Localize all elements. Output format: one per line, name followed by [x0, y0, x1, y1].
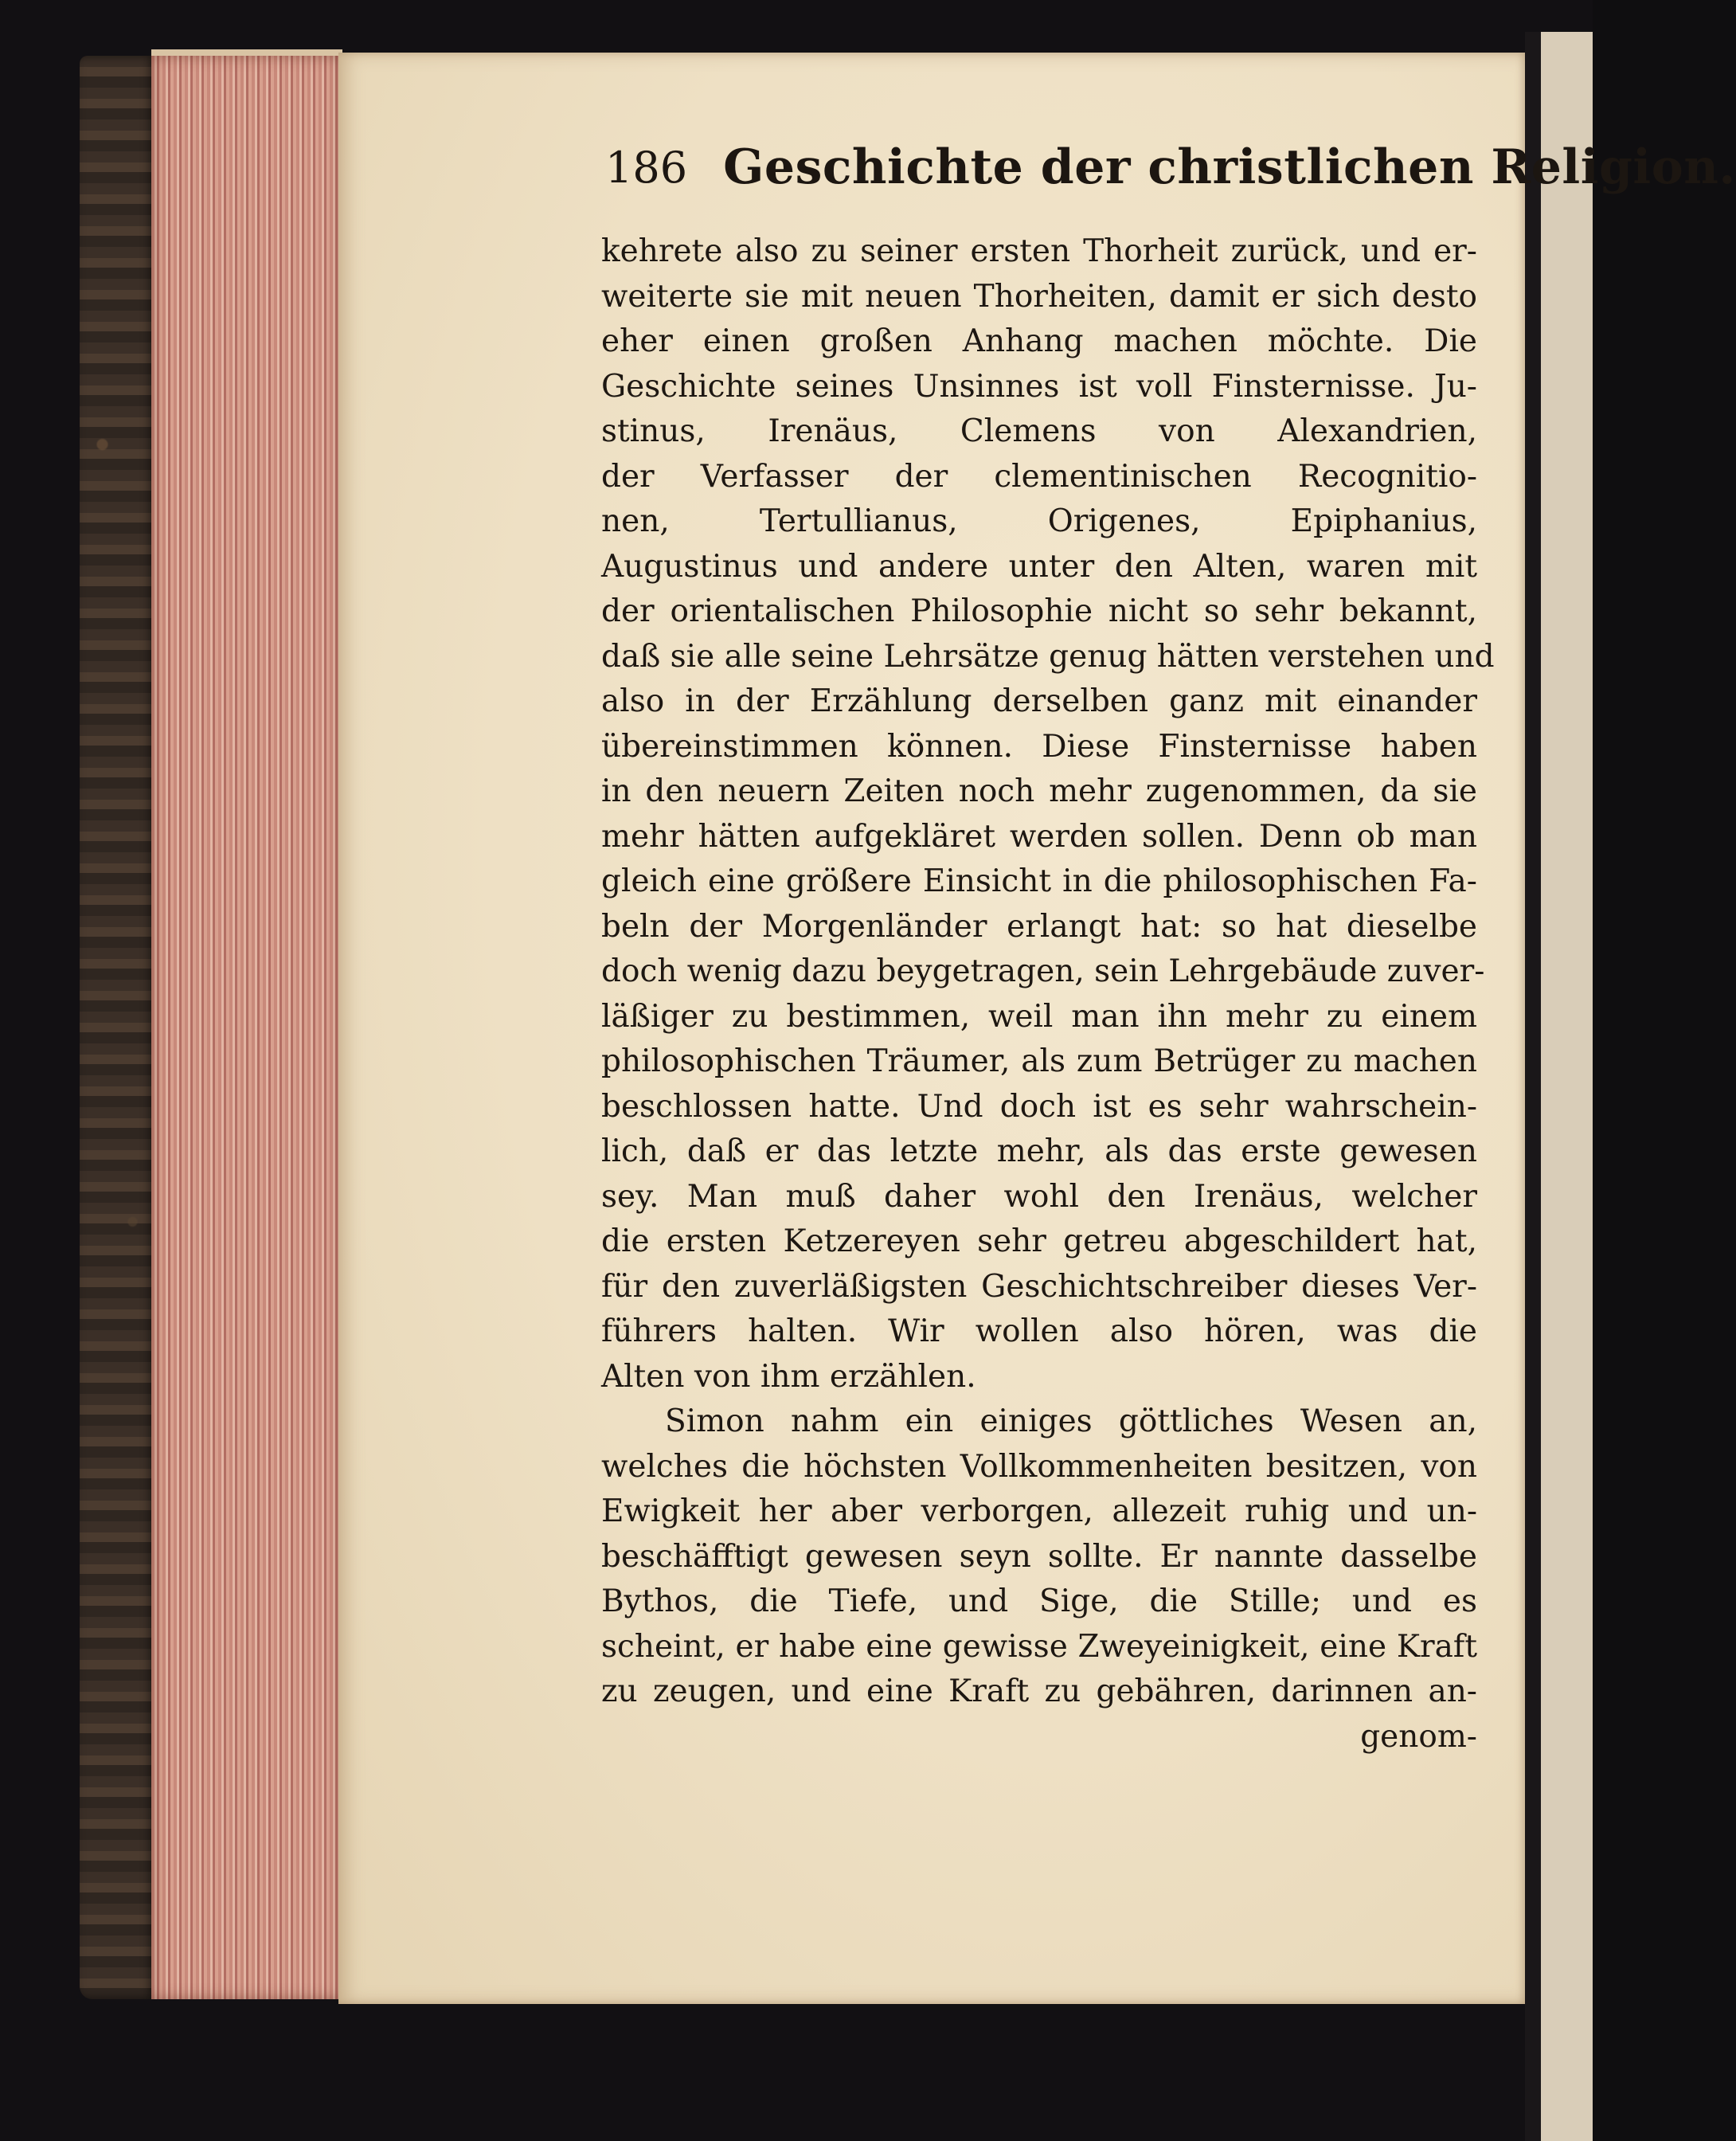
text-line: Bythos, die Tiefe, und Sige, die Stille; und es — [601, 1583, 1477, 1619]
text-line: beln der Morgenländer erlangt hat: so hat dieselbe — [601, 908, 1477, 945]
text-line: eher einen großen Anhang machen möchte. Die — [601, 323, 1477, 359]
text-line: mehr hätten aufgekläret werden sollen. Denn ob man — [601, 818, 1477, 855]
text-line: philosophischen Träumer, als zum Betrüger zu machen — [601, 1043, 1477, 1079]
text-line: die ersten Ketzereyen sehr getreu abgeschildert hat, — [601, 1223, 1477, 1259]
page-body — [601, 229, 1495, 1759]
text-line: sey. Man muß daher wohl den Irenäus, welcher — [601, 1178, 1477, 1215]
text-line: für den zuverläßigsten Geschichtschreiber dieses Ver- — [601, 1268, 1477, 1305]
text-line: daß sie alle seine Lehrsätze genug hätten verstehen und — [601, 638, 1495, 675]
text-line: der orientalischen Philosophie nicht so sehr bekannt, — [601, 593, 1477, 629]
text-line: zu zeugen, und eine Kraft zu gebähren, darinnen an- — [601, 1673, 1477, 1709]
text-line: welches die höchsten Vollkommenheiten besitzen, von — [601, 1448, 1477, 1485]
text-line: Ewigkeit her aber verborgen, allezeit ruhig und un- — [601, 1493, 1477, 1529]
text-line: also in der Erzählung derselben ganz mit einander — [601, 683, 1477, 719]
text-line: lich, daß er das letzte mehr, als das erste gewesen — [601, 1133, 1477, 1169]
text-line: der Verfasser der clementinischen Recognitio- — [601, 458, 1477, 495]
text-line: läßiger zu bestimmen, weil man ihn mehr zu einem — [601, 998, 1477, 1035]
text-line: scheint, er habe eine gewisse Zweyeinigkeit, eine Kraft — [601, 1628, 1477, 1665]
running-title: Geschichte der christlichen Religion. — [723, 139, 1736, 195]
running-header — [605, 139, 1736, 211]
page-number: 186 — [605, 142, 688, 193]
text-line: in den neuern Zeiten noch mehr zugenommen, da sie — [601, 773, 1477, 809]
text-line: weiterte sie mit neuen Thorheiten, damit er sich desto — [601, 278, 1477, 315]
text-line: beschäfftigt gewesen seyn sollte. Er nannte dasselbe — [601, 1538, 1477, 1575]
text-line: übereinstimmen können. Diese Finsternisse haben — [601, 728, 1477, 765]
text-line: gleich eine größere Einsicht in die philosophischen Fa- — [601, 863, 1477, 899]
text-line: Augustinus und andere unter den Alten, waren mit — [601, 548, 1477, 585]
text-line: kehrete also zu seiner ersten Thorheit zurück, und er- — [601, 233, 1477, 269]
text-line: doch wenig dazu beygetragen, sein Lehrgebäude zuver- — [601, 953, 1485, 989]
text-line: nen, Tertullianus, Origenes, Epiphanius, — [601, 503, 1477, 539]
catchword: genom- — [1360, 1718, 1477, 1755]
neighbor-page — [1525, 32, 1593, 2141]
book-cover — [80, 56, 155, 1999]
text-line: Simon nahm ein einiges göttliches Wesen an, — [665, 1403, 1477, 1439]
text-line: Alten von ihm erzählen. — [601, 1358, 976, 1395]
text-line: stinus, Irenäus, Clemens von Alexandrien, — [601, 413, 1477, 449]
text-line: führers halten. Wir wollen also hören, was die — [601, 1313, 1477, 1349]
text-line: Geschichte seines Unsinnes ist voll Finsternisse. Ju- — [601, 368, 1477, 405]
page-edges — [151, 56, 342, 1999]
text-line: beschlossen hatte. Und doch ist es sehr wahrschein- — [601, 1088, 1477, 1125]
